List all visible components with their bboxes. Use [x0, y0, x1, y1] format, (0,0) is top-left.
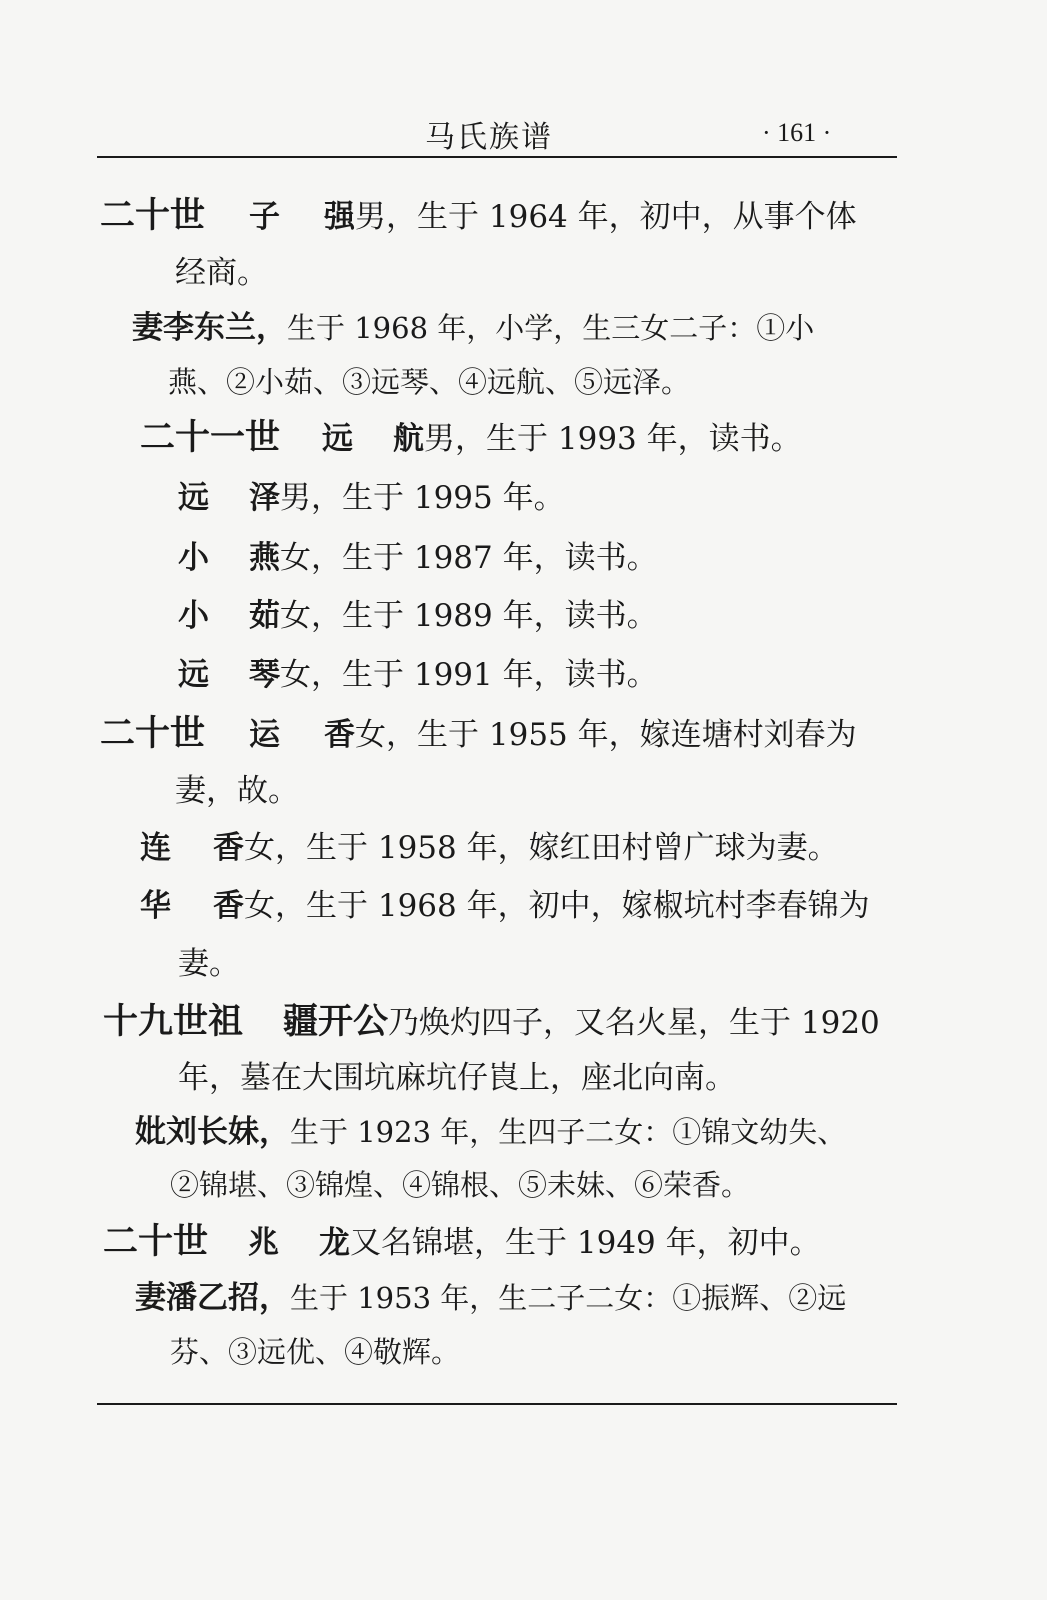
page-number: · 161 ·: [762, 118, 832, 147]
entry-line: [178, 478, 565, 518]
entry-line: [103, 1222, 821, 1263]
person-name-part: 子: [249, 199, 281, 235]
generation-label: 二十世: [100, 196, 206, 236]
entry-text: 女，生于 1991 年，读书。: [280, 657, 658, 693]
person-name-part: 航: [393, 421, 425, 457]
person-name-part: 兆: [248, 1225, 280, 1261]
entry-line: [170, 1332, 460, 1372]
entry-line: [178, 655, 658, 695]
entry-text: 女，生于 1968 年，初中，嫁椒坑村李春锦为: [244, 888, 870, 924]
entry-text: 妻，故。: [175, 773, 299, 809]
entry-line: [135, 1112, 846, 1152]
entry-line: [140, 418, 802, 459]
person-name-part: 华: [140, 888, 171, 924]
entry-line: [100, 196, 857, 237]
entry-line: [100, 714, 857, 755]
person-name-part: 燕: [249, 540, 280, 576]
entry-line: [175, 771, 299, 811]
person-name-part: 香: [213, 830, 244, 866]
entry-text: 生于 1968 年，小学，生三女二子：①小: [287, 311, 815, 345]
entry-text: 经商。: [175, 255, 268, 291]
person-name-part: 茹: [249, 598, 280, 634]
person-name-part: 远: [178, 657, 209, 693]
person-name-part: 香: [324, 717, 356, 753]
generation-label: 二十一世: [140, 418, 281, 458]
entry-text: 生于 1923 年，生四子二女：①锦文幼失、: [290, 1115, 847, 1149]
entry-text: 女，生于 1989 年，读书。: [280, 598, 658, 634]
footer-rule: [97, 1403, 897, 1405]
ancestor-name: 疆开公: [283, 1002, 389, 1042]
header-rule: [97, 156, 897, 158]
entry-line: [175, 253, 268, 293]
entry-text: 又名锦堪，生于 1949 年，初中。: [350, 1225, 821, 1261]
generation-label: 十九世祖: [103, 1002, 244, 1042]
entry-line: [140, 828, 839, 868]
entry-text: 男，生于 1995 年。: [280, 480, 565, 516]
entry-line: [132, 308, 814, 348]
spouse-name: 妻潘乙招，: [135, 1280, 290, 1316]
person-name-part: 强: [324, 199, 356, 235]
entry-text: 乃焕灼四子，又名火星，生于 1920: [388, 1005, 880, 1041]
entry-text: 生于 1953 年，生二子二女：①振辉、②远: [290, 1281, 847, 1315]
entry-line: [178, 944, 240, 984]
person-name-part: 小: [178, 598, 209, 634]
person-name-part: 小: [178, 540, 209, 576]
entry-text: 芬、③远优、④敬辉。: [170, 1335, 461, 1369]
entry-line: [140, 886, 870, 926]
person-name-part: 运: [249, 717, 281, 753]
entry-text: 年，墓在大围坑麻坑仔崀上，座北向南。: [178, 1060, 736, 1096]
person-name-part: 琴: [249, 657, 280, 693]
entry-text: 女，生于 1987 年，读书。: [280, 540, 658, 576]
person-name-part: 远: [322, 421, 354, 457]
generation-label: 二十世: [100, 714, 206, 754]
entry-text: 男，生于 1993 年，读书。: [424, 421, 802, 457]
entry-text: 男，生于 1964 年，初中，从事个体: [355, 199, 857, 235]
entry-text: ②锦堪、③锦煌、④锦根、⑤未妹、⑥荣香。: [170, 1168, 751, 1202]
entry-text: 女，生于 1955 年，嫁连塘村刘春为: [355, 717, 857, 753]
spouse-name: 妣刘长妹，: [135, 1114, 290, 1150]
entry-line: [135, 1278, 846, 1318]
page-header-title: 马氏族谱: [425, 120, 553, 155]
entry-line: [103, 1002, 880, 1043]
entry-line: [168, 362, 690, 402]
entry-line: [178, 596, 658, 636]
person-name-part: 龙: [319, 1225, 351, 1261]
person-name-part: 远: [178, 480, 209, 516]
spouse-name: 妻李东兰，: [132, 310, 287, 346]
person-name-part: 泽: [249, 480, 280, 516]
entry-line: [170, 1165, 750, 1205]
entry-text: 燕、②小茹、③远琴、④远航、⑤远泽。: [168, 365, 691, 399]
entry-text: 女，生于 1958 年，嫁红田村曾广球为妻。: [244, 830, 839, 866]
person-name-part: 连: [140, 830, 171, 866]
person-name-part: 香: [213, 888, 244, 924]
entry-line: [178, 538, 658, 578]
generation-label: 二十世: [103, 1222, 209, 1262]
entry-line: [178, 1058, 736, 1098]
entry-text: 妻。: [178, 946, 240, 982]
